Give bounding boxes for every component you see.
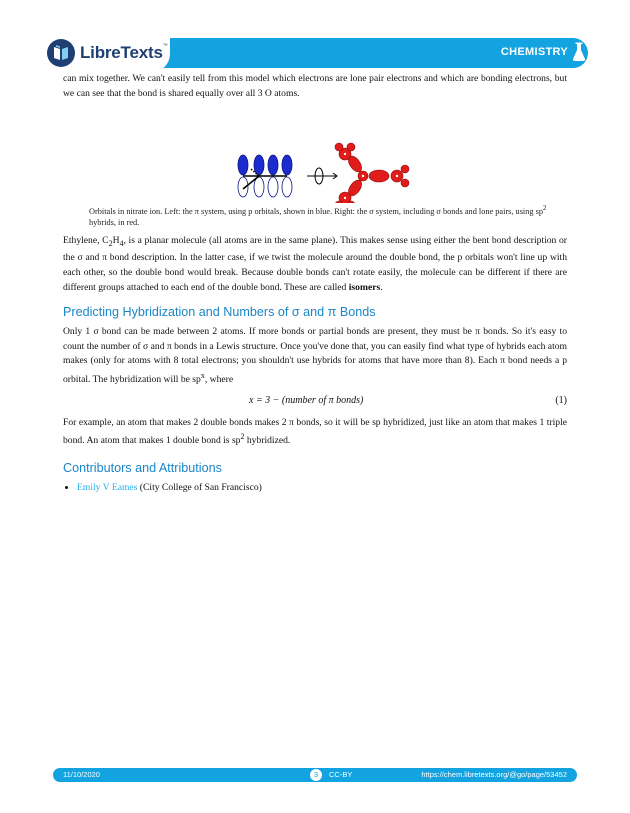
flask-icon	[572, 42, 586, 62]
intro-paragraph: can mix together. We can't easily tell from this model which electrons are lone pair electrons and which are bonding electrons, but we can see that the bond is shared equally over all 3 O atoms.	[63, 73, 567, 99]
equation-row	[63, 392, 567, 414]
footer-bar	[53, 768, 577, 782]
nitrate-orbitals-figure	[63, 107, 567, 203]
page-content	[63, 72, 567, 495]
libretexts-logo[interactable]	[46, 34, 170, 72]
page-url-link[interactable]: https://chem.libretexts.org/@go/page/53452	[421, 770, 567, 779]
libretexts-logo-icon	[46, 38, 76, 68]
isomers-term: isomers	[348, 281, 381, 293]
section-title-hybridization: Predicting Hybridization and Numbers of σ and π Bonds	[63, 305, 376, 320]
example-paragraph: For example, an atom that makes 2 double bonds makes 2 π bonds, so it will be sp hybridized, just like an atom that makes 1 triple bond. An atom that makes 1 double bond is $sp^2$ hybridized.	[63, 416, 567, 447]
section-title-contributors: Contributors and Attributions	[63, 461, 222, 476]
rotation-arrow-icon	[307, 168, 337, 184]
subject-label: CHEMISTRY	[500, 46, 568, 58]
logo-text: LibreTexts™	[80, 43, 168, 62]
equation-number: (1)	[555, 394, 567, 406]
ethylene-paragraph: Ethylene, $C_2H_4$, is a planar molecule (all atoms are in the same plane). This makes sense using either the bent bond description or the σ and π bond description. In the latter case, if we twist the molecule around the double bond, the p orbitals won't line up with each other, so the double bond would break. Because double bonds can't rotate easily, the molecule can be different if there are different groups attached to each end of the double bond. These are called isomers.	[63, 234, 568, 293]
contributors-list	[63, 481, 567, 495]
orbital-diagram	[63, 107, 567, 203]
figure-caption: Orbitals in nitrate ion. Left: the π system, using p orbitals, shown in blue. Right: the σ system, including σ bonds and lone pairs, using $sp^2$ hybrids, in red.	[89, 205, 547, 227]
list-item: • Emily V Eames (City College of San Francisco)	[77, 481, 567, 495]
contributor-link[interactable]: Emily V Eames	[77, 482, 138, 494]
page-number: 3	[310, 769, 322, 781]
sigma-system-orbitals	[335, 143, 409, 203]
footer-date: 11/10/2020	[63, 770, 100, 779]
license-label: CC-BY	[329, 770, 353, 779]
pi-system-bonds	[243, 169, 287, 189]
hybridization-paragraph: Only 1 σ bond can be made between 2 atoms. If more bonds or partial bonds are present, they must be π bonds. So it's easy to count the number of σ and π bonds in a Lewis structure. Once you've done that, you can easily find what type of hybrids each atom makes (only for atoms with 8 total electrons; you shouldn't use hybrids for atoms that have more than 8). Each π bond needs a p orbital. The hybridization will be $sp^x$, where	[63, 326, 567, 386]
hybridization-equation: x = 3 − (number of π bonds)	[249, 394, 364, 406]
